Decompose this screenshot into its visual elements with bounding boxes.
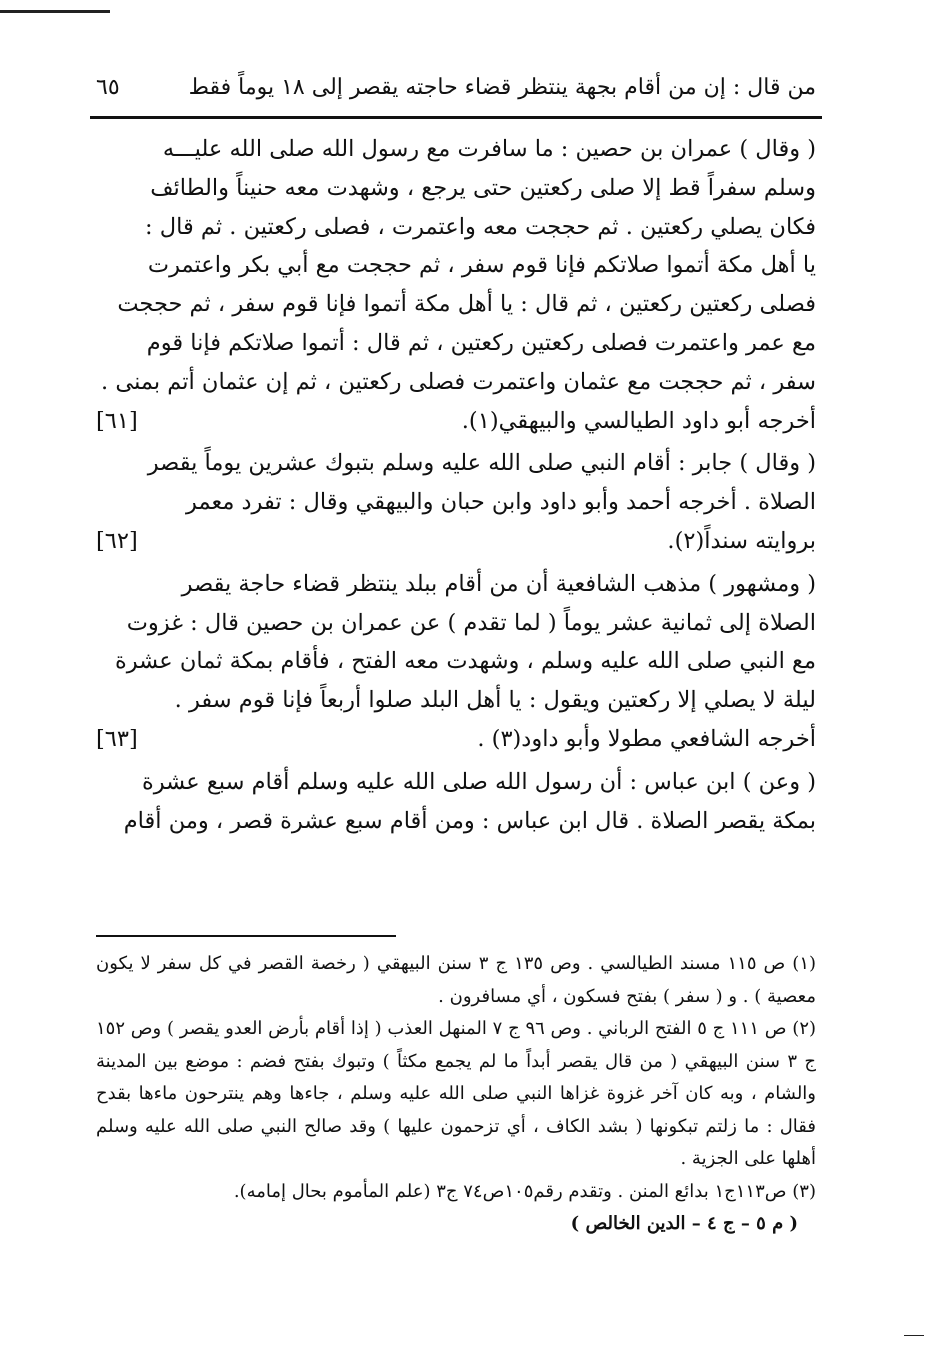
footnote-1: (١) ص ١١٥ مسند الطيالسي . وص ١٣٥ ج ٣ سنن البيهقي ( رخصة القصر في كل سفر لا يكون معصية ) . و ( سفر ) بفتح فسكون ، أي مسافرون .: [96, 953, 817, 1007]
page-number: ٦٥: [96, 74, 120, 100]
hadith-number: [٦١]: [96, 407, 138, 434]
footnote-3: (٣) ص١١٣ج١ بدائع المنن . وتقدم رقم١٠٥ص٧٤ ج٣ (علم المأموم بحال إمامه).: [233, 1180, 816, 1202]
footnotes: [96, 948, 816, 1241]
text-line: ( وعن ) ابن عباس : أن رسول الله صلى الله عليه وسلم أقام سبع عشرة: [141, 768, 816, 795]
text-line: الصلاة إلى ثمانية عشر يوماً ( لما تقدم ) عن عمران بن حصين قال : غزوت: [126, 609, 816, 636]
text-line: ( وقال ) عمران بن حصين : ما سافرت مع رسول الله صلى الله عليـــه: [162, 136, 816, 162]
main-text: [96, 130, 816, 844]
text-line: فكان يصلي ركعتين . ثم حججت معه واعتمرت ، فصلى ركعتين . ثم قال :: [145, 213, 816, 240]
page-header: [96, 70, 816, 104]
text-line: ( وقال ) جابر : أقام النبي صلى الله عليه وسلم بتبوك عشرين يوماً يقصر: [147, 450, 816, 477]
scan-edge-right: [904, 1335, 924, 1336]
paragraph-3: [96, 565, 816, 759]
text-line: ( ومشهور ) مذهب الشافعية أن من أقام ببلد ينتظر قضاء حاجة يقصر: [181, 570, 816, 597]
footnote-2: (٢) ص ١١١ ج ٥ الفتح الرباني . وص ٩٦ ج ٧ المنهل العذب ( إذا أقام بأرض العدو يقصر ) وص ١٥٢ ج ٣ سنن البيهقي ( من قال يقصر أبداً ما لم يجمع مكثاً ) وتبوك بفتح فضم : موضع بين المدينة والشام ، وبه كان آخر غزوة غزاها النبي صلى الله عليه وسلم ، جاءها وهم ينترحون ماءها بقدح فقال : ما زلتم تبكونها ( بشد الكاف ، أي تزحمون عليها ) وقد صالح النبي صلى الله عليه وسلم أهلها على الجزية .: [96, 1018, 817, 1169]
source-text: أخرجه أبو داود الطيالسي والبيهقي(١).: [461, 407, 816, 434]
text-line: سفر ، ثم حججت مع عثمان واعتمرت فصلى ركعتين ، ثم إن عثمان أتم بمنى .: [101, 368, 816, 395]
source-line: [96, 402, 816, 441]
text-line: فصلى ركعتين ركعتين ، ثم قال : يا أهل مكة أتموا فإنا قوم سفر ، ثم حججت: [117, 291, 816, 318]
source-text: بروايته سنداً(٢).: [667, 527, 816, 554]
hadith-number: [٦٢]: [96, 527, 138, 554]
paragraph-4: [96, 763, 816, 841]
paragraph-1: [96, 130, 816, 440]
text-line: مع عمر واعتمرت فصلى ركعتين ركعتين ، ثم قال : أتموا صلاتكم فإنا قوم: [146, 329, 816, 356]
text-line: الصلاة . أخرجه أحمد وأبو داود وابن حبان والبيهقي وقال : تفرد معمر: [186, 489, 816, 516]
scan-edge-top-left: [0, 10, 110, 13]
hadith-number: [٦٣]: [96, 725, 138, 752]
source-line: [96, 720, 816, 759]
footnote-rule: [96, 935, 396, 937]
source-line: [96, 522, 816, 561]
text-line: يا أهل مكة أتموا صلاتكم فإنا قوم سفر ، ثم حججت مع أبي بكر واعتمرت: [147, 252, 816, 279]
paragraph-2: [96, 444, 816, 560]
volume-signature: ( م ٥ – ج ٤ – الدين الخالص ): [570, 1213, 798, 1234]
text-line: ليلة لا يصلي إلا ركعتين ويقول : يا أهل البلد صلوا أربعاً فإنا قوم سفر .: [174, 687, 816, 714]
text-line: وسلم سفراً قط إلا صلى ركعتين حتى يرجع ، وشهدت معه حنيناً والطائف: [150, 174, 816, 201]
text-line: بمكة يقصر الصلاة . قال ابن عباس : ومن أقام سبع عشرة قصر ، ومن أقام: [123, 807, 816, 834]
source-text: أخرجه الشافعي مطولا وأبو داود(٣) .: [477, 725, 816, 752]
header-title: من قال : إن من أقام بجهة ينتظر قضاء حاجته يقصر إلى ١٨ يوماً فقط: [188, 74, 816, 100]
text-line: مع النبي صلى الله عليه وسلم ، وشهدت معه الفتح ، فأقام بمكة ثمان عشرة: [114, 648, 816, 675]
header-rule: [90, 116, 822, 119]
